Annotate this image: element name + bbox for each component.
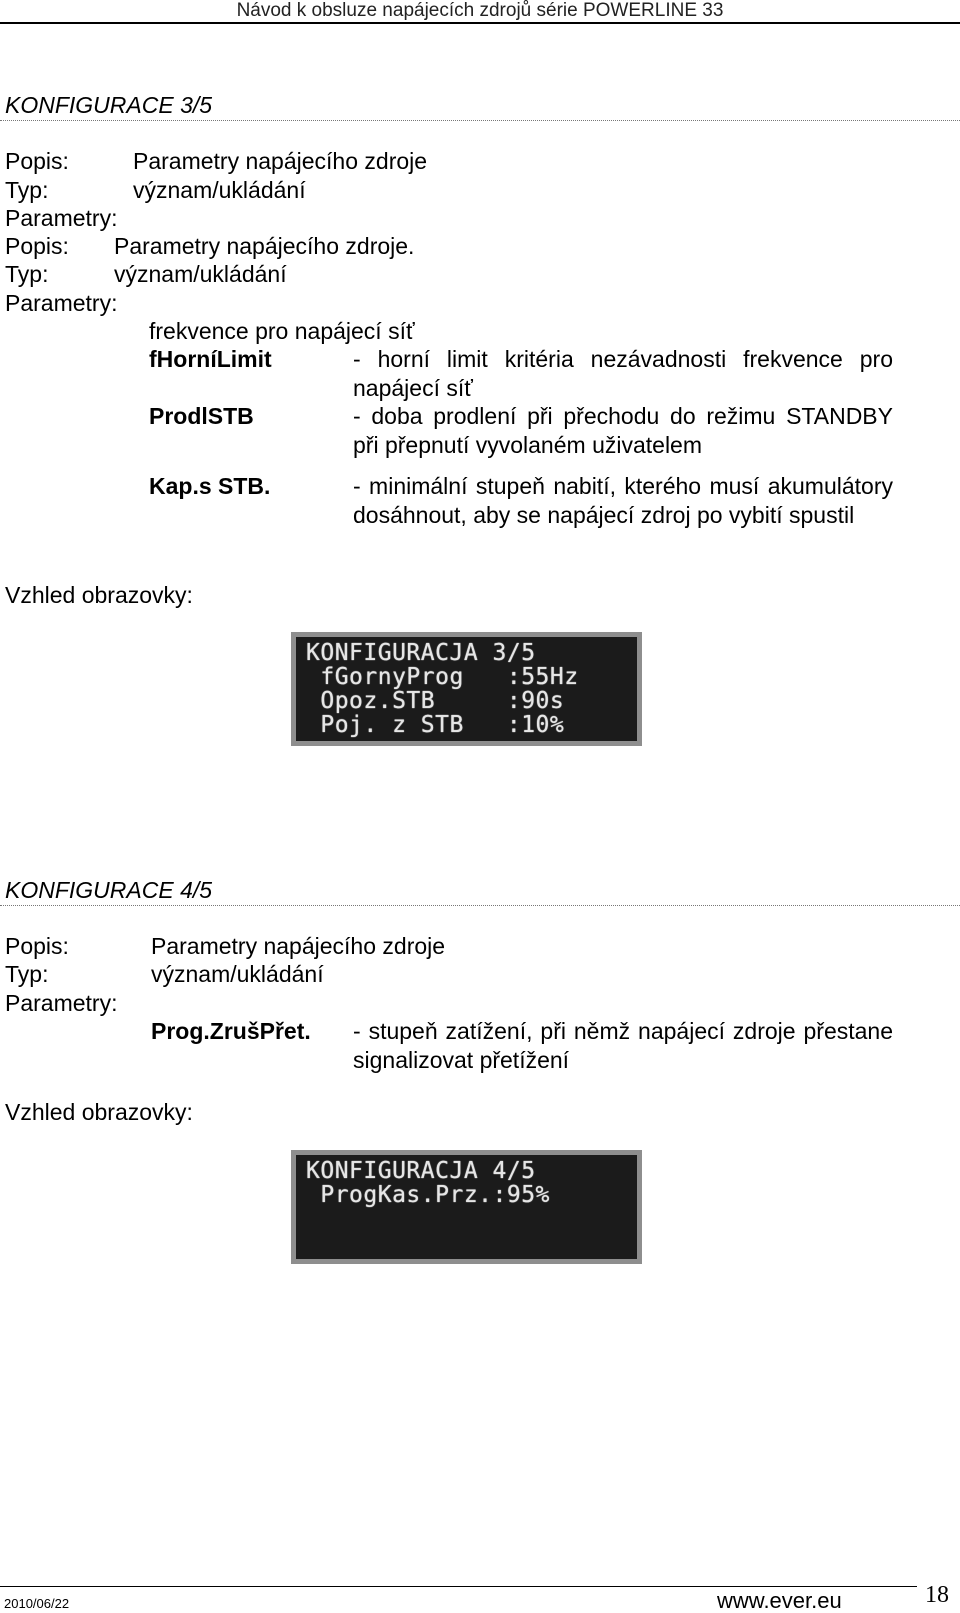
document-header-title: Návod k obsluze napájecích zdrojů série POWERLINE 33 — [236, 0, 724, 21]
parametry-label: Parametry: — [5, 205, 118, 231]
typ-value: význam/ukládání — [151, 961, 324, 987]
footer-date: 2010/06/22 — [4, 1596, 70, 1611]
popis-label-2: Popis: — [5, 233, 69, 259]
header-rule — [0, 22, 960, 24]
lcd-line: fGornyProg :55Hz — [306, 664, 579, 690]
typ-label: Typ: — [5, 961, 49, 987]
popis-value: Parametry napájecího zdroje — [151, 933, 446, 959]
popis-value-2: Parametry napájecího zdroje. — [114, 233, 415, 259]
param-desc-fhornilimit: - horní limit kritéria nezávadnosti frekvence pro napájecí síť — [353, 346, 893, 401]
typ-label-2: Typ: — [5, 261, 49, 287]
parametry-label: Parametry: — [5, 990, 118, 1016]
param-desc-prog-zrus-pret: - stupeň zatížení, při němž napájecí zdroje přestane signalizovat přetížení — [353, 1018, 893, 1073]
lcd-screen-konfigurace-3 — [291, 632, 642, 746]
section-title-konfigurace-4: KONFIGURACE 4/5 — [5, 877, 213, 903]
param-desc-prodlstb: - doba prodlení při přechodu do režimu STANDBY při přepnutí vyvolaném uživatelem — [353, 403, 893, 458]
lcd-line: Opoz.STB :90s — [306, 688, 565, 714]
lcd-line: ProgKas.Prz.:95% — [306, 1182, 550, 1208]
param-name-prog-zrus-pret: Prog.ZrušPřet. — [151, 1018, 311, 1044]
parametry-label-2: Parametry: — [5, 290, 118, 316]
param-name-kap-s-stb: Kap.s STB. — [149, 473, 271, 499]
popis-label: Popis: — [5, 148, 69, 174]
lcd-line: KONFIGURACJA 3/5 — [306, 640, 536, 666]
typ-label: Typ: — [5, 177, 49, 203]
popis-label: Popis: — [5, 933, 69, 959]
param-desc-kap-s-stb: - minimální stupeň nabití, kterého musí akumulátory dosáhnout, aby se napájecí zdroj po vybití spustil — [353, 473, 893, 528]
footer-url: www.ever.eu — [717, 1588, 842, 1613]
frequency-note: frekvence pro napájecí síť — [149, 318, 415, 344]
section-divider — [0, 905, 960, 906]
param-name-fhornilimit: fHorníLimit — [149, 346, 272, 372]
page-number: 18 — [925, 1582, 949, 1608]
screen-label: Vzhled obrazovky: — [5, 1099, 193, 1125]
footer-rule — [0, 1586, 917, 1587]
typ-value-2: význam/ukládání — [114, 261, 287, 287]
popis-value: Parametry napájecího zdroje — [133, 148, 428, 174]
screen-label: Vzhled obrazovky: — [5, 582, 193, 608]
section-divider — [0, 120, 960, 121]
section-title-konfigurace-3: KONFIGURACE 3/5 — [5, 92, 213, 118]
typ-value: význam/ukládání — [133, 177, 306, 203]
lcd-line: KONFIGURACJA 4/5 — [306, 1158, 536, 1184]
lcd-screen-konfigurace-4 — [291, 1150, 642, 1264]
param-name-prodlstb: ProdlSTB — [149, 403, 254, 429]
lcd-line: Poj. z STB :10% — [306, 712, 565, 738]
